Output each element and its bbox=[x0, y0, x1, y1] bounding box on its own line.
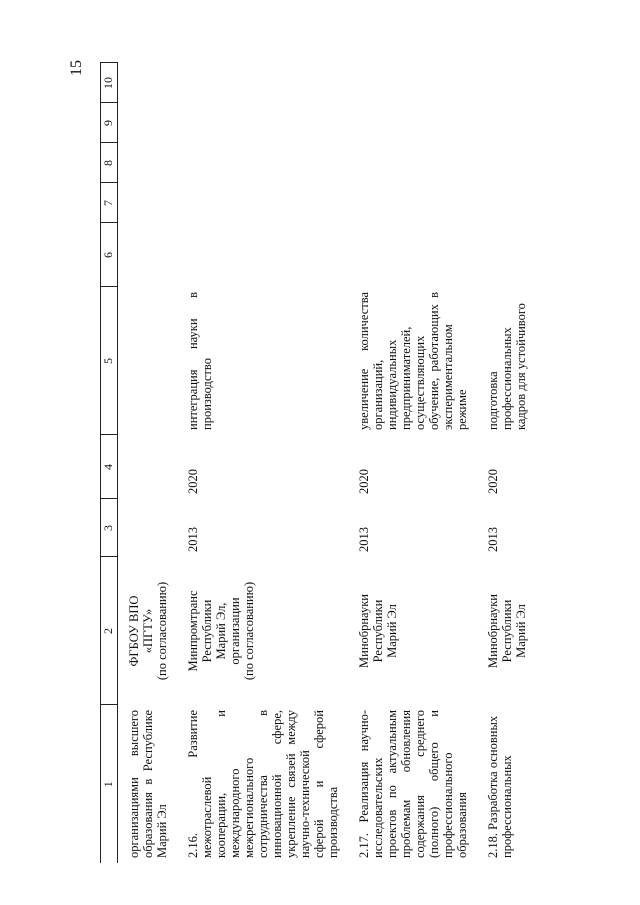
executor-line: Марий Эл bbox=[385, 604, 399, 658]
cell-start-year: 2013 bbox=[357, 527, 371, 552]
cell-empty bbox=[348, 63, 477, 103]
cell-start-year bbox=[118, 499, 178, 557]
cell-end-year: 2020 bbox=[186, 469, 200, 494]
table-header bbox=[101, 63, 118, 863]
cell-empty bbox=[177, 143, 348, 183]
cell-empty bbox=[177, 223, 348, 287]
executor-line: организации bbox=[228, 597, 242, 665]
column-header-10: 10 bbox=[101, 63, 118, 103]
rotated-page-content bbox=[100, 63, 540, 863]
executor-line: Минпромтранс bbox=[186, 590, 200, 672]
executor-line: ФГБОУ ВПО bbox=[127, 595, 141, 667]
column-header-6: 6 bbox=[101, 223, 118, 287]
column-header-9: 9 bbox=[101, 103, 118, 143]
cell-activity: 2.16. Развитие межотраслевой кооперации, и международного межрегионального сотрудничества в инновационной сфере, укрепление связей между научно-технической сферой и сферой производства bbox=[186, 710, 340, 858]
cell-executor bbox=[348, 557, 477, 705]
page-number: 15 bbox=[68, 60, 85, 76]
cell-executor bbox=[118, 557, 178, 705]
executor-line: Минобрнауки bbox=[357, 594, 371, 668]
column-header-7: 7 bbox=[101, 183, 118, 223]
cell-empty bbox=[348, 103, 477, 143]
cell-empty bbox=[118, 63, 178, 103]
executor-line: «ПГТУ» bbox=[141, 608, 155, 654]
cell-start-year: 2013 bbox=[486, 527, 500, 552]
column-header-5: 5 bbox=[101, 287, 118, 435]
cell-empty bbox=[348, 223, 477, 287]
table-row bbox=[177, 63, 348, 863]
cell-end-year bbox=[118, 435, 178, 499]
executor-line: Марий Эл bbox=[514, 604, 528, 658]
cell-empty bbox=[477, 143, 530, 183]
cell-result: увеличение количества организаций, индивидуальных предпринимателей, осуществляющих обучение, работающих в экспериментальном режиме bbox=[357, 292, 469, 430]
cell-empty bbox=[177, 103, 348, 143]
cell-empty bbox=[348, 143, 477, 183]
table-row bbox=[477, 63, 530, 863]
cell-empty bbox=[118, 223, 178, 287]
program-table bbox=[100, 63, 530, 864]
executor-line: Марий Эл, bbox=[214, 602, 228, 660]
executor-line: Минобрнауки bbox=[486, 594, 500, 668]
cell-empty bbox=[477, 223, 530, 287]
cell-empty bbox=[477, 63, 530, 103]
cell-empty bbox=[118, 143, 178, 183]
column-header-4: 4 bbox=[101, 435, 118, 499]
cell-empty bbox=[177, 63, 348, 103]
cell-result bbox=[118, 287, 178, 435]
cell-executor bbox=[477, 557, 530, 705]
cell-end-year: 2020 bbox=[357, 469, 371, 494]
column-header-3: 3 bbox=[101, 499, 118, 557]
cell-empty bbox=[177, 183, 348, 223]
column-header-1: 1 bbox=[101, 705, 118, 863]
cell-empty bbox=[348, 183, 477, 223]
executor-line: Республики bbox=[371, 599, 385, 663]
cell-executor bbox=[177, 557, 348, 705]
cell-start-year: 2013 bbox=[186, 527, 200, 552]
cell-end-year: 2020 bbox=[486, 469, 500, 494]
header-row bbox=[101, 63, 118, 863]
cell-result: подготовка профессиональных кадров для устойчивого bbox=[486, 303, 528, 430]
cell-empty bbox=[477, 183, 530, 223]
executor-line: (по согласованию) bbox=[242, 581, 256, 681]
cell-activity: 2.17. Реализация научно-исследовательских проектов по актуальным проблемам обновления содержания среднего (полного) общего и профессионального образования bbox=[357, 710, 469, 858]
executor-line: (по согласованию) bbox=[155, 581, 169, 681]
table-row bbox=[118, 63, 178, 863]
cell-empty bbox=[477, 103, 530, 143]
column-header-2: 2 bbox=[101, 557, 118, 705]
executor-line: Республики bbox=[500, 599, 514, 663]
executor-line: Республики bbox=[200, 599, 214, 663]
cell-result: интеграция науки в производство bbox=[186, 292, 214, 430]
cell-empty bbox=[118, 103, 178, 143]
cell-activity: 2.18. Разработка основных профессиональных bbox=[486, 715, 514, 858]
column-header-8: 8 bbox=[101, 143, 118, 183]
cell-empty bbox=[118, 183, 178, 223]
cell-activity: организациями высшего образования в Республике Марий Эл bbox=[127, 710, 169, 858]
table-row bbox=[348, 63, 477, 863]
